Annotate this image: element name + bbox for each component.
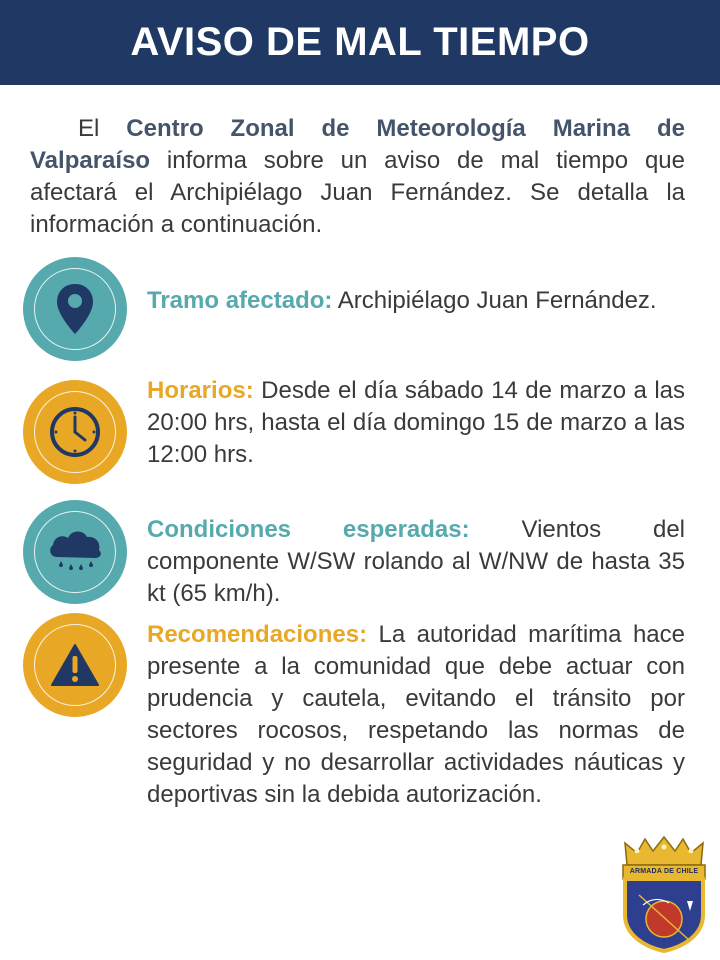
clock-icon bbox=[23, 380, 127, 484]
page-title: AVISO DE MAL TIEMPO bbox=[130, 20, 590, 64]
warning-icon bbox=[23, 613, 127, 717]
location-pin-icon bbox=[23, 257, 127, 361]
item-horarios-label: Horarios: bbox=[147, 377, 254, 404]
item-tramo bbox=[147, 285, 685, 317]
item-tramo-text: Archipiélago Juan Fernández. bbox=[332, 287, 657, 314]
item-recomendaciones-text: La autoridad marítima hace presente a la comunidad que debe actuar con prudencia y cautela, evitando el tránsito por sectores rocosos, respetando las normas de seguridad y no desarrollar actividades náuticas y deportivas sin la debida autorización. bbox=[147, 621, 685, 808]
item-recomendaciones-label: Recomendaciones: bbox=[147, 621, 368, 648]
intro-paragraph bbox=[30, 113, 685, 241]
item-condiciones-text: Vientos del componente W/SW rolando al W/NW de hasta 35 kt (65 km/h). bbox=[147, 516, 686, 607]
intro-prefix: El bbox=[78, 115, 127, 142]
navy-crest-logo bbox=[617, 835, 711, 958]
item-horarios bbox=[147, 375, 685, 471]
intro-organization: Centro Zonal de Meteorología Marina de Valparaíso bbox=[30, 115, 685, 174]
header-banner bbox=[0, 0, 720, 85]
crest-banner-text: ARMADA DE CHILE bbox=[629, 868, 699, 875]
intro-suffix: informa sobre un aviso de mal tiempo que afectará el Archipiélago Juan Fernández. Se detalla la información a continuación. bbox=[30, 147, 685, 238]
item-condiciones bbox=[147, 514, 685, 610]
item-recomendaciones bbox=[147, 619, 685, 811]
item-tramo-label: Tramo afectado: bbox=[147, 287, 333, 314]
item-condiciones-label: Condiciones esperadas: bbox=[147, 516, 470, 543]
item-horarios-text: Desde el día sábado 14 de marzo a las 20:00 hrs, hasta el día domingo 15 de marzo a las 12:00 hrs. bbox=[147, 377, 685, 468]
rain-cloud-icon bbox=[23, 500, 127, 604]
